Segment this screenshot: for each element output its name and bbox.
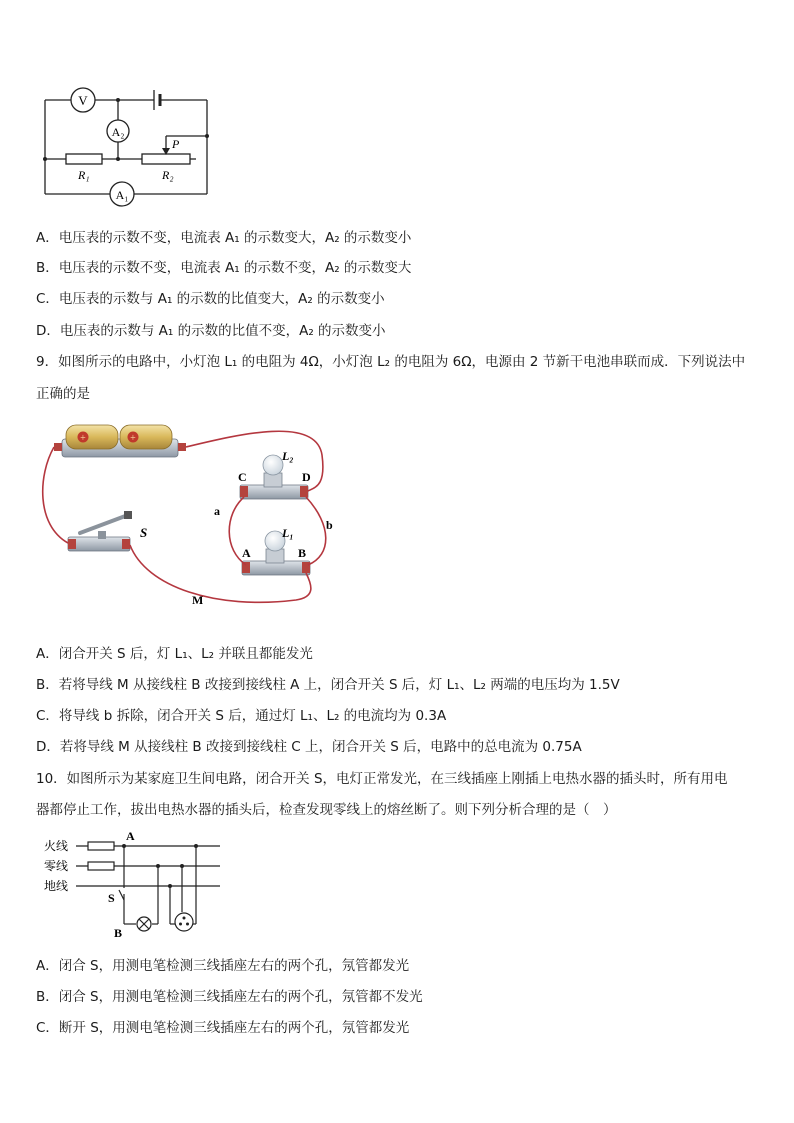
q9-option-a: A．闭合开关 S 后，灯 L₁、L₂ 并联且都能发光 [36,646,313,662]
q9-circuit-figure [36,415,336,610]
terminal-a-label: A [242,546,251,560]
ammeter1-label: A₁ [115,188,129,202]
q8-option-b: B．电压表的示数不变，电流表 A₁ 的示数不变，A₂ 的示数变大 [36,260,412,276]
terminal-c-label: C [238,470,247,484]
knife-switch [68,511,132,551]
q9-stem-line2: 正确的是 [36,386,90,402]
wire-a-label: a [214,504,220,518]
battery-holder [54,425,186,457]
q9-option-c: C．将导线 b 拆除，闭合开关 S 后，通过灯 L₁、L₂ 的电流均为 0.3A [36,708,447,724]
q10-option-a: A．闭合 S，用测电笔检测三线插座左右的两个孔，氖管都发光 [36,958,410,974]
switch-label: S [140,525,148,540]
q10-option-b: B．闭合 S，用测电笔检测三线插座左右的两个孔，氖管都不发光 [36,989,423,1005]
q10-stem-line1: 10．如图所示为某家庭卫生间电路，闭合开关 S，电灯正常发光，在三线插座上刚插上电热水器的插头时，所有用电 [36,771,728,787]
q10-stem-line2: 器都停止工作，拔出电热水器的插头后，检查发现零线上的熔丝断了。则下列分析合理的是（ ） [36,802,617,818]
svg-text:+: + [80,433,86,444]
r2-label: R₂ [162,168,174,182]
q9-stem-line1: 9．如图所示的电路中，小灯泡 L₁ 的电阻为 4Ω，小灯泡 L₂ 的电阻为 6Ω，电源由 2 节新干电池串联而成．下列说法中 [36,354,746,370]
q8-option-d: D．电压表的示数与 A₁ 的示数的比值不变，A₂ 的示数变小 [36,323,386,339]
lamp-l2 [240,455,308,499]
lamp1-label: L₁ [282,526,294,540]
point-a-label: A [126,829,135,843]
q8-circuit-figure [36,82,216,212]
terminal-d-label: D [302,470,311,484]
q9-option-d: D．若将导线 M 从接线柱 B 改接到接线柱 C 上，闭合开关 S 后，电路中的总电流为 0.75A [36,739,582,755]
q8-option-a: A．电压表的示数不变，电流表 A₁ 的示数变大，A₂ 的示数变小 [36,230,412,246]
q8-option-c: C．电压表的示数与 A₁ 的示数的比值变大，A₂ 的示数变小 [36,291,385,307]
svg-text:+: + [130,433,136,444]
ground-wire-label: 地线 [44,879,69,893]
wire-b-label: b [326,518,333,532]
slider-label: P [172,137,180,151]
neutral-wire-label: 零线 [44,859,69,873]
q9-option-b: B．若将导线 M 从接线柱 B 改接到接线柱 A 上，闭合开关 S 后，灯 L₁、L₂ 两端的电压均为 1.5V [36,677,620,693]
live-wire-label: 火线 [44,839,69,853]
ammeter2-label: A₂ [111,125,125,139]
q10-option-c: C．断开 S，用测电笔检测三线插座左右的两个孔，氖管都发光 [36,1020,410,1036]
lamp2-label: L₂ [282,449,294,463]
q10-circuit-figure [36,828,226,940]
point-b-label: B [114,926,123,940]
terminal-b-label: B [298,546,307,560]
voltmeter-label: V [78,93,88,108]
wire-m-label: M [192,593,204,607]
r1-label: R₁ [78,168,90,182]
switch-s-label: S [108,891,115,905]
